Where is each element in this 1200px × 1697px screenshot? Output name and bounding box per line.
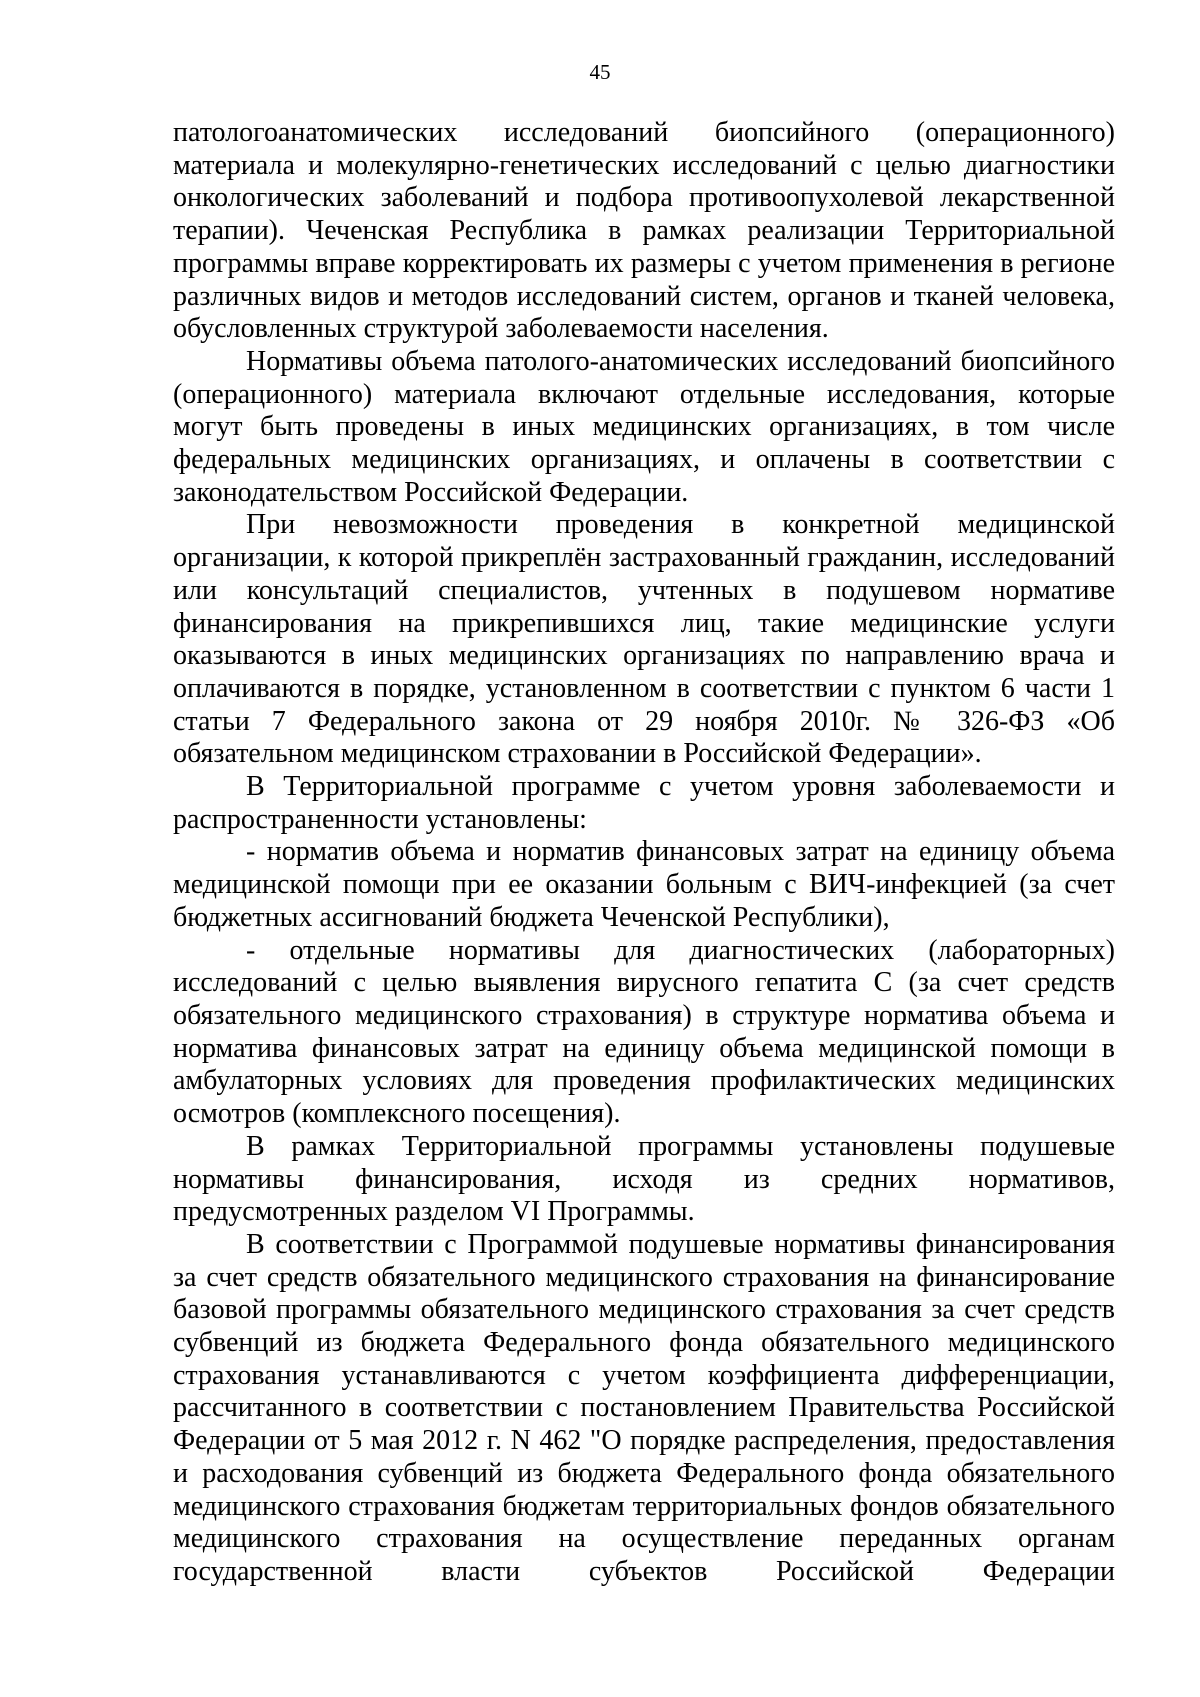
page-number: 45 [589,60,611,84]
paragraph-5: В рамках Территориальной программы установлены подушевые нормативы финансирования, исходя из средних нормативов, предусмотренных разделом VI Программы. [173,1130,1115,1228]
paragraph-3: При невозможности проведения в конкретной медицинской организации, к которой прикреплён застрахованный гражданин, исследований или консультаций специалистов, учтенных в подушевом нормативе финансирования на прикрепившихся лиц, такие медицинские услуги оказываются в иных медицинских организациях по направлению врача и оплачиваются в порядке, установленном в соответствии с пунктом 6 части 1 статьи 7 Федерального закона от 29 ноября 2010г. № 326-ФЗ «Об обязательном медицинском страховании в Российской Федерации». [173,509,1115,770]
paragraph-1: патологоанатомических исследований биопсийного (операционного) материала и молекулярно-генетических исследований с целью диагностики онкологических заболеваний и подбора противоопухолевой лекарственной терапии). Чеченская Республика в рамках реализации Территориальной программы вправе корректировать их размеры с учетом применения в регионе различных видов и методов исследований систем, органов и тканей человека, обусловленных структурой заболеваемости населения. [173,117,1115,345]
paragraph-4: В Территориальной программе с учетом уровня заболеваемости и распространенности установлены: [173,771,1115,835]
paragraph-6: В соответствии с Программой подушевые нормативы финансирования за счет средств обязательного медицинского страхования на финансирование базовой программы обязательного медицинского страхования за счет средств субвенций из бюджета Федерального фонда обязательного медицинского страхования устанавливаются с учетом коэффициента дифференциации, рассчитанного в соответствии с постановлением Правительства Российской Федерации от 5 мая 2012 г. N 462 "О порядке распределения, предоставления и расходования субвенций из бюджета Федерального фонда обязательного медицинского страхования бюджетам территориальных фондов обязательного медицинского страхования на осуществление переданных органам государственной власти субъектов Российской Федерации [173,1228,1115,1587]
list-item-2: - отдельные нормативы для диагностических (лабораторных) исследований с целью выявления вирусного гепатита С (за счет средств обязательного медицинского страхования) в структуре норматива объема и норматива финансовых затрат на единицу объема медицинской помощи в амбулаторных условиях для проведения профилактических медицинских осмотров (комплексного посещения). [173,934,1115,1130]
document-body [173,117,1115,1589]
list-item-1: - норматив объема и норматив финансовых затрат на единицу объема медицинской помощи при ее оказании больным с ВИЧ-инфекцией (за счет бюджетных ассигнований бюджета Чеченской Республики), [173,836,1115,933]
paragraph-2: Нормативы объема патолого-анатомических исследований биопсийного (операционного) материала включают отдельные исследования, которые могут быть проведены в иных медицинских организациях, в том числе федеральных медицинских организациях, и оплачены в соответствии с законодательством Российской Федерации. [173,345,1115,508]
